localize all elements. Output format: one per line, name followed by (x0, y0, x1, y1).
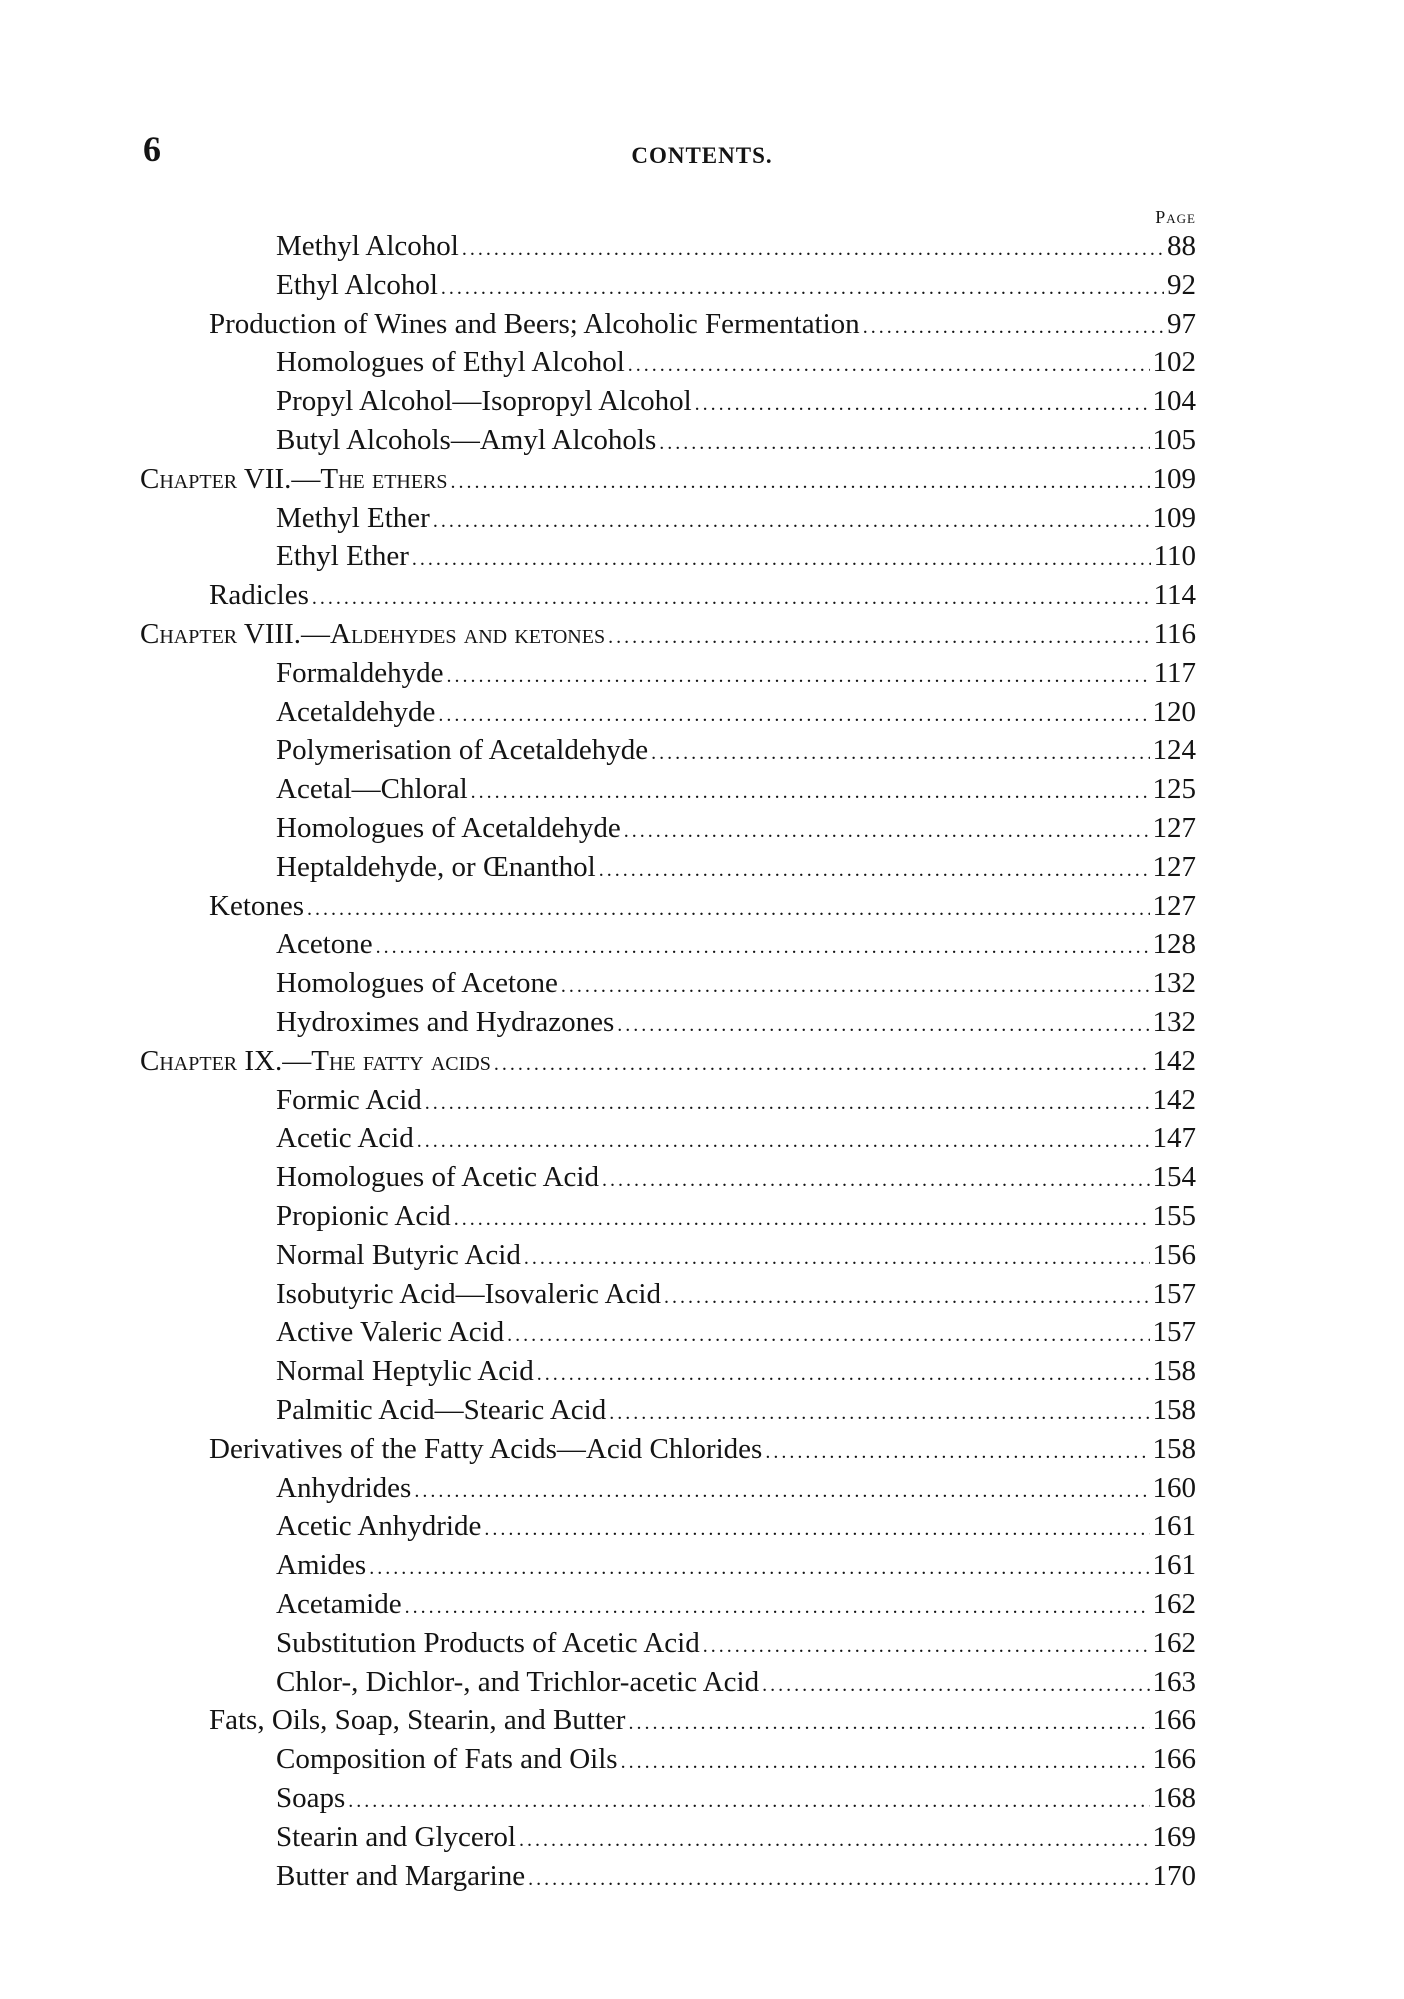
dot-leader (447, 657, 1151, 695)
toc-entry-label: Acetal—Chloral (276, 773, 468, 805)
toc-entry-page: 142 (1152, 1045, 1196, 1077)
toc-entry-page: 124 (1152, 734, 1196, 766)
toc-entry (276, 1469, 1196, 1507)
toc-entry-page: 132 (1152, 967, 1196, 999)
toc-entry-label: Radicles (209, 579, 309, 611)
dot-leader (695, 385, 1150, 423)
dot-leader (376, 928, 1150, 966)
toc-entry-label: Fats, Oils, Soap, Stearin, and Butter (209, 1704, 626, 1736)
toc-entry (276, 1275, 1196, 1313)
toc-entry (276, 809, 1196, 847)
dot-leader (537, 1355, 1150, 1393)
toc-entry (276, 925, 1196, 963)
toc-entry (276, 1585, 1196, 1623)
dot-leader (703, 1627, 1150, 1665)
dot-leader (414, 1472, 1149, 1510)
toc-entry-page: 132 (1152, 1006, 1196, 1038)
toc-entry (276, 227, 1196, 265)
dot-leader (507, 1316, 1149, 1354)
dot-leader (471, 773, 1150, 811)
toc-entry-label: Methyl Ether (276, 502, 430, 534)
toc-entry (276, 1740, 1196, 1778)
toc-entry-label: Chlor-, Dichlor-, and Trichlor-acetic Acid (276, 1666, 760, 1698)
toc-entry (276, 1197, 1196, 1235)
toc-entry-page: 166 (1152, 1704, 1196, 1736)
dot-leader (599, 851, 1150, 889)
toc-entry (276, 1003, 1196, 1041)
dot-leader (628, 1704, 1149, 1742)
toc-entry (276, 1779, 1196, 1817)
toc-entry-label: Acetone (276, 928, 373, 960)
toc-entry-label: Derivatives of the Fatty Acids—Acid Chlorides (209, 1433, 763, 1465)
toc-entry-label: Anhydrides (276, 1472, 412, 1504)
toc-entry (276, 1507, 1196, 1545)
toc-entry-label: Methyl Alcohol (276, 230, 459, 262)
toc-entry (209, 1701, 1196, 1739)
dot-leader (617, 1006, 1149, 1044)
dot-leader (528, 1860, 1149, 1898)
toc-entry (276, 731, 1196, 769)
toc-entry-page: 88 (1167, 230, 1196, 262)
toc-entry-page: 168 (1152, 1782, 1196, 1814)
toc-entry-page: 156 (1152, 1239, 1196, 1271)
toc-entry-page: 170 (1152, 1860, 1196, 1892)
toc-entry-label: Homologues of Acetaldehyde (276, 812, 621, 844)
dot-leader (484, 1510, 1149, 1548)
toc-entry-page: 116 (1153, 618, 1196, 650)
toc-entry-page: 102 (1152, 346, 1196, 378)
toc-entry-page: 154 (1152, 1161, 1196, 1193)
dot-leader (307, 890, 1149, 928)
dot-leader (628, 346, 1150, 384)
toc-entry (276, 1546, 1196, 1584)
toc-entry-page: 104 (1152, 385, 1196, 417)
toc-chapter-heading (140, 460, 1196, 498)
toc-entry (276, 1119, 1196, 1157)
toc-entry-label: Chapter VIII.—Aldehydes and ketones (140, 618, 606, 650)
dot-leader (425, 1084, 1150, 1122)
toc-entry-page: 161 (1152, 1510, 1196, 1542)
dot-leader (762, 1666, 1149, 1704)
toc-entry-page: 127 (1152, 812, 1196, 844)
dot-leader (519, 1821, 1150, 1859)
toc-entry (209, 576, 1196, 614)
dot-leader (602, 1161, 1150, 1199)
toc-entry-label: Butter and Margarine (276, 1860, 526, 1892)
dot-leader (561, 967, 1150, 1005)
toc-entry-page: 117 (1153, 657, 1196, 689)
dot-leader (369, 1549, 1149, 1587)
dot-leader (462, 230, 1164, 268)
toc-entry (276, 1391, 1196, 1429)
toc-entry-page: 158 (1152, 1394, 1196, 1426)
toc-entry-page: 162 (1152, 1627, 1196, 1659)
toc-entry (276, 499, 1196, 537)
toc-entry (276, 770, 1196, 808)
toc-entry (276, 1081, 1196, 1119)
toc-entry-label: Composition of Fats and Oils (276, 1743, 618, 1775)
toc-entry (209, 1430, 1196, 1468)
toc-entry-label: Stearin and Glycerol (276, 1821, 516, 1853)
toc-entry-label: Butyl Alcohols—Amyl Alcohols (276, 424, 657, 456)
toc-entry (276, 1158, 1196, 1196)
toc-entry (276, 343, 1196, 381)
page-number: 6 (143, 129, 161, 169)
toc-entry-label: Propyl Alcohol—Isopropyl Alcohol (276, 385, 692, 417)
dot-leader (664, 1278, 1150, 1316)
toc-entry-label: Chapter VII.—The ethers (140, 463, 448, 495)
toc-entry-page: 127 (1152, 890, 1196, 922)
dot-leader (863, 308, 1164, 346)
toc-entry-page: 109 (1152, 463, 1196, 495)
dot-leader (412, 540, 1151, 578)
dot-leader (312, 579, 1151, 617)
toc-entry-page: 157 (1152, 1316, 1196, 1348)
toc-entry-page: 142 (1152, 1084, 1196, 1116)
toc-entry (276, 1313, 1196, 1351)
toc-entry-label: Propionic Acid (276, 1200, 451, 1232)
toc-entry-label: Homologues of Acetic Acid (276, 1161, 599, 1193)
toc-entry (209, 887, 1196, 925)
toc-entry (276, 964, 1196, 1002)
running-title: CONTENTS. (631, 143, 773, 168)
toc-entry-page: 105 (1152, 424, 1196, 456)
toc-entry-label: Substitution Products of Acetic Acid (276, 1627, 700, 1659)
toc-entry-page: 158 (1152, 1433, 1196, 1465)
dot-leader (417, 1122, 1150, 1160)
toc-entry-label: Isobutyric Acid—Isovaleric Acid (276, 1278, 661, 1310)
page-column-label: Page (1155, 207, 1196, 227)
toc-entry-page: 147 (1152, 1122, 1196, 1154)
dot-leader (524, 1239, 1150, 1277)
toc-entry (276, 537, 1196, 575)
toc-entry-label: Acetaldehyde (276, 696, 436, 728)
toc-entry-label: Acetamide (276, 1588, 402, 1620)
dot-leader (609, 1394, 1149, 1432)
toc-entry (276, 266, 1196, 304)
toc-entry (276, 421, 1196, 459)
toc-entry-label: Acetic Anhydride (276, 1510, 482, 1542)
toc-entry-label: Amides (276, 1549, 367, 1581)
toc-entry-page: 166 (1152, 1743, 1196, 1775)
toc-entry-page: 125 (1152, 773, 1196, 805)
toc-entry (276, 1818, 1196, 1856)
toc-entry-label: Ketones (209, 890, 305, 922)
toc-entry-label: Normal Butyric Acid (276, 1239, 521, 1271)
dot-leader (608, 618, 1150, 656)
dot-leader (441, 269, 1164, 307)
dot-leader (438, 696, 1149, 734)
toc-entry-label: Production of Wines and Beers; Alcoholic Fermentation (209, 308, 860, 340)
toc-entry-page: 120 (1152, 696, 1196, 728)
toc-entry-label: Active Valeric Acid (276, 1316, 505, 1348)
toc-entry-label: Homologues of Acetone (276, 967, 558, 999)
toc-entry-label: Homologues of Ethyl Alcohol (276, 346, 625, 378)
toc-entry-page: 162 (1152, 1588, 1196, 1620)
dot-leader (451, 463, 1150, 501)
toc-entry-label: Palmitic Acid—Stearic Acid (276, 1394, 607, 1426)
toc-entry-page: 127 (1152, 851, 1196, 883)
toc-entry (276, 1236, 1196, 1274)
toc-entry-page: 161 (1152, 1549, 1196, 1581)
toc-entry-page: 109 (1152, 502, 1196, 534)
toc-entry-label: Soaps (276, 1782, 346, 1814)
toc-entry (276, 693, 1196, 731)
toc-entry (276, 654, 1196, 692)
toc-entry-label: Acetic Acid (276, 1122, 414, 1154)
toc-entry-label: Normal Heptylic Acid (276, 1355, 534, 1387)
toc-entry-label: Ethyl Ether (276, 540, 409, 572)
toc-entry-page: 128 (1152, 928, 1196, 960)
toc-entry (276, 1624, 1196, 1662)
toc-entry-label: Formaldehyde (276, 657, 444, 689)
dot-leader (765, 1433, 1149, 1471)
toc-entry-label: Heptaldehyde, or Œnanthol (276, 851, 596, 883)
toc-entry-label: Hydroximes and Hydrazones (276, 1006, 615, 1038)
toc-entry-page: 158 (1152, 1355, 1196, 1387)
toc-entry-page: 114 (1153, 579, 1196, 611)
dot-leader (651, 734, 1149, 772)
dot-leader (659, 424, 1149, 462)
toc-entry (276, 1857, 1196, 1895)
toc-chapter-heading (140, 615, 1196, 653)
dot-leader (621, 1743, 1150, 1781)
toc-entry-label: Polymerisation of Acetaldehyde (276, 734, 649, 766)
toc-entry-page: 97 (1167, 308, 1196, 340)
toc-entry-page: 163 (1152, 1666, 1196, 1698)
dot-leader (494, 1045, 1150, 1083)
toc-entry (276, 1663, 1196, 1701)
dot-leader (348, 1782, 1149, 1820)
toc-entry (276, 848, 1196, 886)
dot-leader (624, 812, 1150, 850)
toc-entry-page: 155 (1152, 1200, 1196, 1232)
toc-entry (276, 382, 1196, 420)
dot-leader (454, 1200, 1150, 1238)
toc-entry-page: 160 (1152, 1472, 1196, 1504)
toc-chapter-heading (140, 1042, 1196, 1080)
toc-entry-page: 169 (1152, 1821, 1196, 1853)
toc-entry-label: Chapter IX.—The fatty acids (140, 1045, 491, 1077)
toc-entry (209, 305, 1196, 343)
toc-entry-label: Formic Acid (276, 1084, 422, 1116)
dot-leader (405, 1588, 1150, 1626)
toc-entry-page: 157 (1152, 1278, 1196, 1310)
toc-entry-label: Ethyl Alcohol (276, 269, 438, 301)
toc-entry-page: 110 (1153, 540, 1196, 572)
toc-entry-page: 92 (1167, 269, 1196, 301)
toc-entry (276, 1352, 1196, 1390)
dot-leader (433, 502, 1150, 540)
